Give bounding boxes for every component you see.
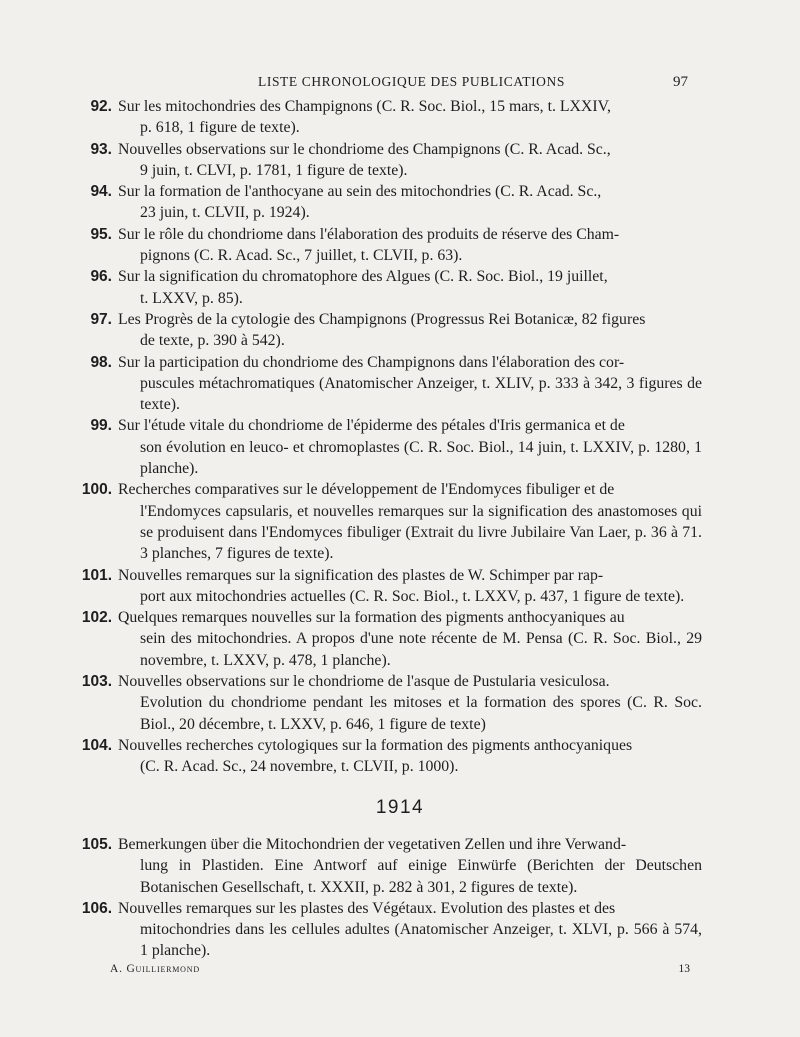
entry-text-continuation: 9 juin, t. CLVI, p. 1781, 1 figure de texte).	[140, 161, 408, 179]
page-number: 97	[673, 74, 688, 90]
publication-entry	[70, 181, 702, 224]
entry-text-continuation: 23 juin, t. CLVII, p. 1924).	[140, 204, 310, 222]
entry-text-continuation: port aux mitochondries actuelles (C. R. Soc. Biol., t. LXXV, p. 437, 1 figure de texte).	[140, 587, 685, 605]
year-heading: 1914	[375, 797, 425, 818]
running-title: LISTE CHRONOLOGIQUE DES PUBLICATIONS	[258, 74, 565, 89]
entry-text-first-line: Sur la signification du chromatophore des Algues (C. R. Soc. Biol., 19 juillet,	[118, 268, 608, 286]
entry-text-first-line: Nouvelles remarques sur les plastes des Végétaux. Evolution des plastes et des	[118, 899, 616, 917]
entry-text-continuation: (C. R. Acad. Sc., 24 novembre, t. CLVII, p. 1000).	[140, 758, 459, 776]
entry-number: 102.	[81, 609, 112, 627]
entry-text-first-line: Sur les mitochondries des Champignons (C. R. Soc. Biol., 15 mars, t. LXXIV,	[118, 98, 611, 115]
entry-number: 105.	[81, 836, 112, 853]
entry-number: 106.	[81, 899, 112, 917]
publication-entry	[70, 735, 702, 778]
entry-number: 94.	[90, 183, 112, 201]
entry-text-first-line: Nouvelles recherches cytologiques sur la formation des pigments anthocyaniques	[118, 736, 633, 754]
entry-text-first-line: Bemerkungen über die Mitochondrien der vegetativen Zellen und ihre Verwand-	[118, 836, 627, 853]
entry-text-continuation: lung in Plastiden. Eine Antworf auf einige Einwürfe (Berichten der Deutschen Botanischen Gesellschaft, t. XXXII, p. 282 à 301, 2 figures de texte).	[140, 857, 702, 896]
publication-entry	[70, 352, 702, 416]
entry-text-continuation: puscules métachromatiques (Anatomischer Anzeiger, t. XLIV, p. 333 à 342, 3 figures de texte).	[140, 374, 702, 414]
entry-number: 96.	[90, 268, 112, 286]
publication-entry	[70, 671, 702, 735]
entry-text-first-line: Sur la participation du chondriome des Champignons dans l'élaboration des cor-	[118, 353, 625, 371]
entry-text-continuation: p. 618, 1 figure de texte).	[140, 119, 300, 137]
entry-number: 104.	[81, 736, 112, 754]
publication-entry	[70, 224, 702, 267]
entry-text-first-line: Les Progrès de la cytologie des Champignons (Progressus Rei Botanicæ, 82 figures	[118, 310, 646, 328]
entry-text-continuation: de texte, p. 390 à 542).	[140, 332, 285, 350]
publication-entry	[70, 607, 702, 671]
entry-text-first-line: Quelques remarques nouvelles sur la formation des pigments anthocyaniques au	[118, 609, 625, 627]
entry-text-first-line: Recherches comparatives sur le développement de l'Endomyces fibuliger et de	[118, 481, 615, 499]
footer-author: A. Guilliermond	[110, 963, 200, 975]
entry-text-first-line: Sur la formation de l'anthocyane au sein des mitochondries (C. R. Acad. Sc.,	[118, 183, 602, 201]
entry-number: 101.	[81, 566, 112, 584]
entry-text-continuation: son évolution en leuco- et chromoplastes (C. R. Soc. Biol., 14 juin, t. LXXIV, p. 1280, 1 planche).	[140, 438, 702, 478]
entry-text-first-line: Sur l'étude vitale du chondriome de l'épiderme des pétales d'Iris germanica et de	[118, 417, 625, 435]
publication-list	[70, 96, 702, 778]
publication-list-1914	[70, 834, 702, 962]
entry-number: 95.	[90, 225, 112, 243]
publication-entry	[70, 898, 702, 962]
entry-text-continuation: t. LXXV, p. 85).	[140, 289, 243, 307]
entry-number: 100.	[81, 481, 112, 499]
entry-text-first-line: Nouvelles observations sur le chondriome de l'asque de Pustularia vesiculosa.	[118, 673, 610, 691]
publication-entry	[70, 479, 702, 564]
publication-entry	[70, 834, 702, 898]
entry-number: 92.	[90, 98, 112, 115]
entry-text-continuation: l'Endomyces capsularis, et nouvelles remarques sur la signification des anastomoses qui se produisent dans l'Endomyces fibuliger (Extrait du livre Jubilaire Van Laer, p. 36 à 71. 3 planches, 7 figures de texte).	[140, 502, 702, 563]
publication-entry	[70, 139, 702, 182]
publication-entry	[70, 96, 702, 139]
entry-number: 97.	[90, 310, 112, 328]
entry-text-continuation: mitochondries dans les cellules adultes (Anatomischer Anzeiger, t. XLVI, p. 566 à 574, 1 planche).	[140, 921, 702, 960]
entry-text-first-line: Nouvelles observations sur le chondriome des Champignons (C. R. Acad. Sc.,	[118, 140, 611, 158]
publication-entry	[70, 309, 702, 352]
entry-text-first-line: Nouvelles remarques sur la signification des plastes de W. Schimper par rap-	[118, 566, 604, 584]
running-head	[118, 74, 688, 96]
publication-entry	[70, 565, 702, 608]
page-footer	[110, 963, 690, 983]
entry-number: 103.	[81, 673, 112, 691]
entry-number: 98.	[90, 353, 112, 371]
entry-text-continuation: Evolution du chondriome pendant les mitoses et la formation des spores (C. R. Soc. Biol., 20 décembre, t. LXXV, p. 646, 1 figure de texte)	[140, 694, 702, 733]
signature-mark: 13	[678, 963, 690, 975]
entry-number: 93.	[90, 140, 112, 158]
publication-entry	[70, 266, 702, 309]
entry-number: 99.	[90, 417, 112, 435]
entry-text-first-line: Sur le rôle du chondriome dans l'élaboration des produits de réserve des Cham-	[118, 225, 620, 243]
entry-text-continuation: sein des mitochondries. A propos d'une note récente de M. Pensa (C. R. Soc. Biol., 29 novembre, t. LXXV, p. 478, 1 planche).	[140, 630, 702, 669]
publication-entry	[70, 415, 702, 479]
entry-text-continuation: pignons (C. R. Acad. Sc., 7 juillet, t. CLVII, p. 63).	[140, 247, 463, 265]
